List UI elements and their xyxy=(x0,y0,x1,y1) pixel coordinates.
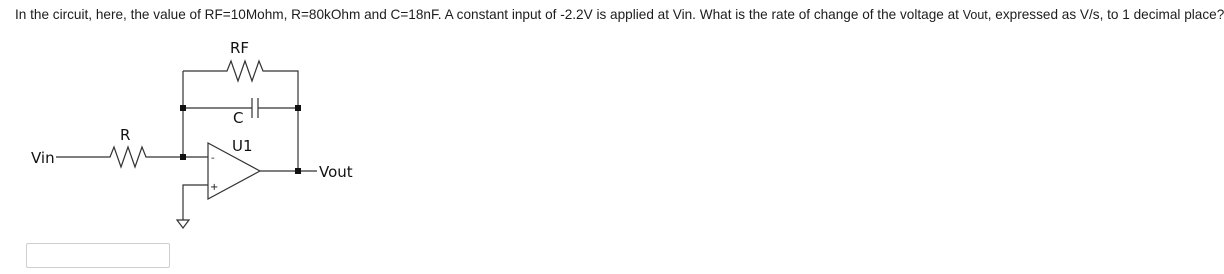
question-vout-word: Vout xyxy=(962,8,988,22)
ground-symbol xyxy=(177,220,189,228)
answer-input[interactable] xyxy=(26,243,170,268)
r-resistor xyxy=(100,147,183,167)
vout-label: Vout xyxy=(319,163,353,181)
question-text-start: In the circuit, here, the value of RF=10Mohm, R=80kOhm and C=18nF. A constant input of -2.2V is applied at Vin. What is the rate of change of the voltage at xyxy=(15,7,963,22)
rf-label: RF xyxy=(230,39,250,57)
c-label: C xyxy=(233,109,244,127)
junction-node-top-left xyxy=(180,105,186,111)
opamp-plus-label: + xyxy=(210,182,219,193)
rf-wire-top-right xyxy=(270,71,298,108)
plus-input-wire xyxy=(183,185,208,220)
r-label: R xyxy=(120,126,131,144)
junction-node-inverting xyxy=(180,154,186,160)
vin-label: Vin xyxy=(31,149,55,167)
question-text-end: , expressed as V/s, to 1 decimal place? xyxy=(987,7,1224,22)
opamp-minus-label: - xyxy=(211,153,215,164)
junction-node-output xyxy=(295,168,301,174)
u1-label: U1 xyxy=(232,137,253,155)
junction-node-top-right xyxy=(295,105,301,111)
rf-resistor xyxy=(220,61,270,81)
